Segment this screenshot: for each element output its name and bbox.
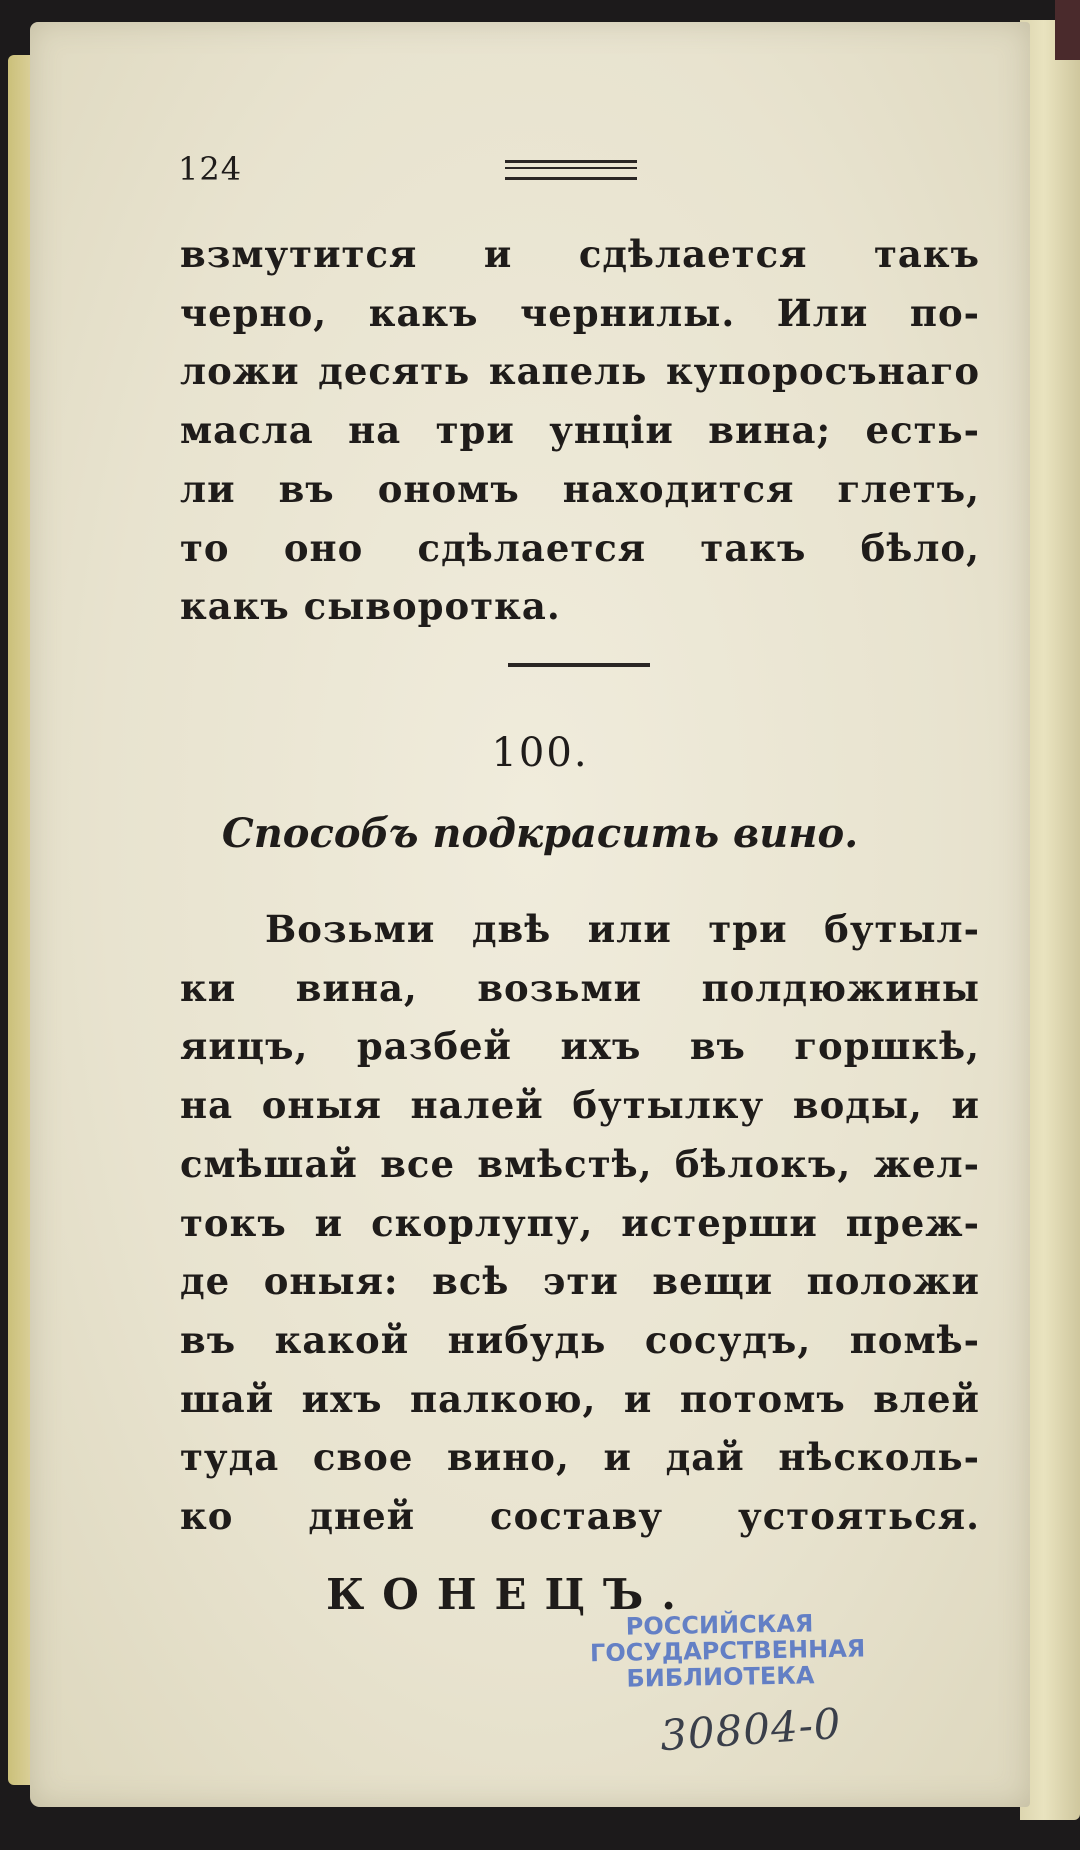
text-line: Возьми двѣ или три бутыл-	[265, 907, 980, 951]
book-cover-corner	[1055, 0, 1080, 60]
text-line: яицъ, разбей ихъ въ горшкѣ,	[180, 1024, 980, 1069]
text-line: туда свое вино, и дай нѣсколь-	[180, 1435, 980, 1480]
text-line: ко дней составу устояться.	[180, 1494, 980, 1539]
section-heading: Способъ подкрасить вино.	[221, 810, 859, 857]
text-line: шай ихъ палкою, и потомъ влей	[180, 1376, 980, 1421]
end-word: КОНЕЦЪ.	[326, 1570, 694, 1619]
paragraph-recipe	[180, 900, 980, 1546]
text-line: въ какой нибудь сосудъ, помѣ-	[180, 1317, 980, 1362]
section-divider	[508, 663, 650, 667]
text-line: какъ сыворотка.	[180, 584, 561, 629]
text-line: масла на три унціи вина; есть-	[180, 408, 980, 453]
header-rule	[505, 160, 637, 180]
text-line: черно, какъ чернилы. Или по-	[180, 290, 980, 335]
stamp-line: БИБЛИОТЕКА	[626, 1661, 815, 1693]
library-stamp	[589, 1609, 866, 1693]
section-number: 100.	[491, 730, 589, 776]
text-line: де оныя: всѣ эти вещи положи	[180, 1259, 980, 1304]
text-line: смѣшай все вмѣстѣ, бѣлокъ, жел-	[180, 1141, 980, 1186]
text-line: взмутится и сдѣлается такъ	[180, 232, 980, 276]
page-number: 124	[178, 150, 243, 188]
paragraph-top	[180, 225, 980, 636]
stamp-line: РОССИЙСКАЯ	[625, 1609, 814, 1641]
text-line: на оныя налей бутылку воды, и	[180, 1083, 980, 1128]
text-line: ли въ ономъ находится глетъ,	[180, 466, 980, 511]
text-line: ки вина, возьми полдюжины	[180, 965, 980, 1010]
text-line: ложи десять капель купоросънаго	[180, 349, 980, 394]
text-line: то оно сдѣлается такъ бѣло,	[180, 525, 980, 570]
handwritten-shelfmark: 30804-0	[658, 1698, 844, 1761]
text-line: токъ и скорлупу, истерши преж-	[180, 1200, 980, 1245]
stamp-line: ГОСУДАРСТВЕННАЯ	[589, 1634, 866, 1668]
